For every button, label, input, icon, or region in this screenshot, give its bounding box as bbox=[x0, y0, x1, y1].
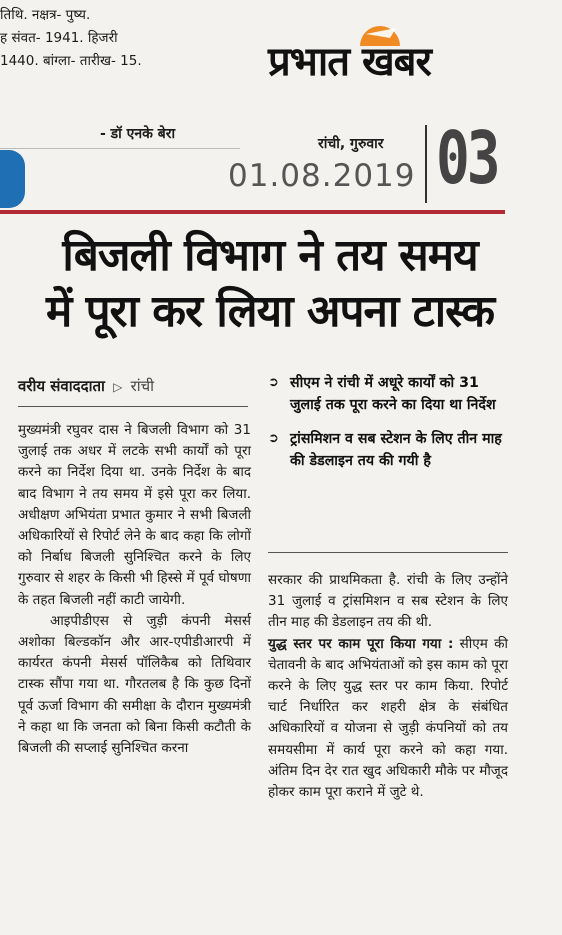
subheading: युद्ध स्तर पर काम पूरा किया गया : bbox=[268, 635, 454, 652]
headline-line-1: बिजली विभाग ने तय समय bbox=[62, 230, 478, 281]
byline-author: वरीय संवाददाता bbox=[18, 377, 105, 395]
circle-arrow-icon: ➲ bbox=[268, 375, 279, 390]
highlight-item bbox=[268, 428, 508, 472]
panchang-line-3: 1440. बांग्ला- तारीख- 15. bbox=[0, 53, 142, 69]
highlight-text: ट्रांसमिशन व सब स्टेशन के लिए तीन माह की डेडलाइन तय की गयी है bbox=[290, 431, 502, 469]
divider bbox=[0, 148, 240, 149]
panchang-line-2: ह संवत- 1941. हिजरी bbox=[0, 30, 118, 46]
headline bbox=[0, 228, 540, 340]
panchang-line-1: तिथि. नक्षत्र- पुष्य. bbox=[0, 7, 91, 23]
paragraph: सीएम की चेतावनी के बाद अभियंताओं को इस काम को पूरा करने के लिए युद्ध स्तर पर काम किया. रिपोर्ट चार्ट निर्धारित कर शहरी क्षेत्र के संबंधित अधिकारियों व योजना से जुड़ी कंपनियों को तय समयसीमा में कार्य पूरा करने को कहा गया. अंतिम दिन देर रात खुद अधिकारी मौके पर मौजूद होकर काम पूरा कराने में जुटे थे. bbox=[268, 635, 508, 801]
paragraph: सरकार की प्राथमिकता है. रांची के लिए उन्होंने 31 जुलाई व ट्रांसमिशन व सब स्टेशन के लिए तीन माह की डेडलाइन तय की थी. bbox=[268, 572, 508, 631]
paragraph: आइपीडीएस से जुड़ी कंपनी मेसर्स अशोका बिल्डकॉन और आर-एपीडीआरपी में कार्यरत कंपनी मेसर्स पॉलिकैब को तिथिवार टास्क सौंपा गया था. गौरतलब है कि कुछ दिनों पूर्व ऊर्जा विभाग की समीक्षा के दौरान मुख्यमंत्री ने कहा था कि जनता को बिना किसी कटौती के बिजली की सप्लाई सुनिश्चित करना bbox=[18, 612, 251, 757]
header-rule bbox=[0, 210, 505, 214]
divider bbox=[268, 552, 508, 553]
divider bbox=[18, 406, 248, 407]
issue-date: 01.08.2019 bbox=[228, 158, 416, 194]
divider bbox=[425, 125, 427, 203]
credit-line: - डॉ एनके बेरा bbox=[100, 126, 176, 142]
page-number: 03 bbox=[436, 116, 498, 200]
highlight-text: सीएम ने रांची में अधूरे कार्यों को 31 जुलाई तक पूरा करने का दिया था निर्देश bbox=[290, 375, 496, 413]
headline-line-2: में पूरा कर लिया अपना टास्क bbox=[45, 286, 495, 337]
circle-arrow-icon: ➲ bbox=[268, 431, 279, 446]
panchang-info bbox=[0, 4, 225, 73]
newspaper-logo: प्रभात खबर bbox=[268, 38, 431, 85]
highlight-item bbox=[268, 372, 508, 416]
article-column-1 bbox=[18, 420, 251, 759]
city-day: रांची, गुरुवार bbox=[318, 136, 384, 152]
article-column-2 bbox=[268, 570, 508, 803]
byline-city: रांची bbox=[130, 377, 155, 395]
byline bbox=[18, 376, 154, 396]
section-badge bbox=[0, 150, 25, 208]
highlights-box bbox=[268, 372, 508, 484]
byline-separator: ▷ bbox=[113, 380, 123, 394]
paragraph: मुख्यमंत्री रघुवर दास ने बिजली विभाग को 31 जुलाई तक अधर में लटके सभी कार्यों को पूरा करने का निर्देश दिया था. उनके निर्देश के बाद बाद विभाग ने तय समय में इसे पूरा कर लिया. अधीक्षण अभियंता प्रभात कुमार ने सभी बिजली अधिकारियों से रिपोर्ट लेने के बाद कहा कि लोगों को निर्बाध बिजली सुनिश्चित करने के लिए गुरुवार से शहर के किसी भी हिस्से में पूर्व घोषणा के तहत बिजली नहीं काटी जायेगी. bbox=[18, 422, 251, 608]
